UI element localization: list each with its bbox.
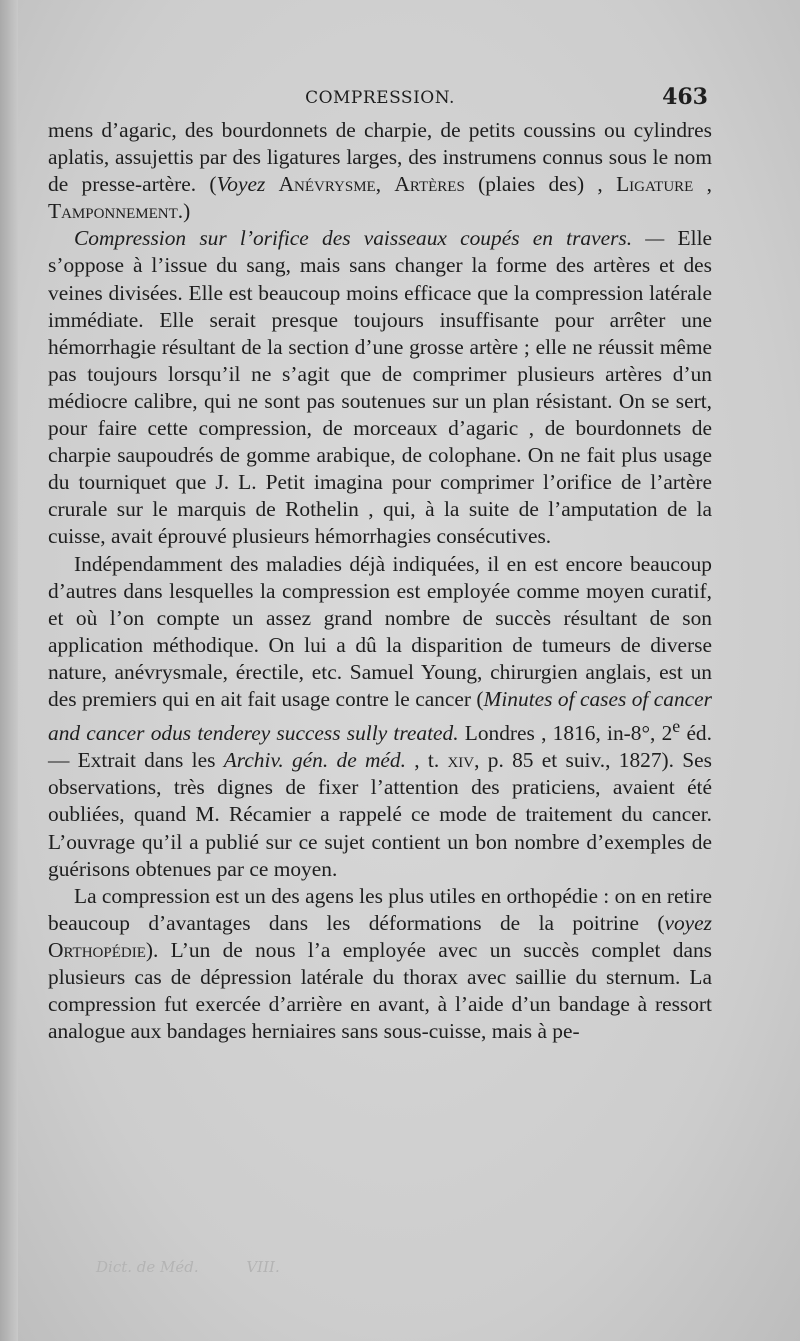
book-title-young: Minutes of cases of cancer and cancer odus tenderey success sully treated. — [48, 686, 712, 746]
journal-title: Archiv. gén. de méd. — [223, 748, 406, 773]
paragraph-2 — [48, 225, 712, 550]
paragraph-1: mens d’agaric, des bourdonnets de charpie, de petits coussins ou cylindres aplatis, assujettis par des ligatures larges, des instrumens connus sous le nom de presse-artère. (Voyez Anévrysme, Artères (plaies des) , Ligature , Tamponnement.) — [48, 118, 712, 224]
cross-ref-tamponnement: Tamponnement. — [48, 199, 184, 224]
p3-text: Indépendamment des maladies déjà indiquées, il en est encore beaucoup d’autres dans lesquelles la compression est employée comme moyen curatif, et où l’on compte un assez grand nombre de succès résultant de son application méthodique. On lui a dû la disparition de tumeurs de diverse nature, anévrysmale, érectile, etc. Samuel Young, chirurgien anglais, est un des premiers qui en ait fait usage contre le cancer ( — [48, 551, 712, 711]
cross-ref-anevrysme: Anévrysme — [278, 172, 376, 197]
paragraph-3: Indépendamment des maladies déjà indiquées, il en est encore beaucoup d’autres dans lesquelles la compression est employée comme moyen curatif, et où l’on compte un assez grand nombre de succès résultant de son application méthodique. On lui a dû la disparition de tumeurs de diverse nature, anévrysmale, érectile, etc. Samuel Young, chirurgien anglais, est un des premiers qui en ait fait usage contre le cancer (Minutes of cases of cancer and cancer odus tenderey success sully treated. Londres , 1816, in-8°, 2e éd. — Extrait dans les Archiv. gén. de méd. , t. xiv, p. 85 et suiv., 1827). Ses observations, très dignes de fixer l’attention des praticiens, avaient été oubliées, quand M. Récamier a rappelé ce mode de traitement du cancer. L’ouvrage qu’il a publié sur ce sujet contient un bon nombre d’exemples de guérisons obtenues par ce moyen. — [48, 551, 712, 881]
page-number: 463 — [662, 84, 708, 110]
p2-text: Elle s’oppose à l’issue du sang, mais sans changer la forme des artères et des veines divisées. Elle est beaucoup moins efficace que la compression latérale immédiate. Elle serait presque toujours insuffisante pour arrêter une hémorrhagie résultant de la section d’une grosse artère ; elle ne réussit même pas toujours lorsqu’il ne s’agit que de comprimer plusieurs artères d’un médiocre calibre, qui ne sont pas soutenues sur un plan résistant. On se sert, pour faire cette compression, de morceaux d’agaric , de bourdonnets de charpie saupoudrés de gomme arabique, de colophane. On ne fait plus usage du tourniquet que J. L. Petit imagina pour comprimer l’orifice de l’artère crurale sur le marquis de Rothelin , qui, à la suite de l’amputation de la cuisse, avait éprouvé plusieurs hémorrhagies consécutives. — [48, 226, 713, 549]
cross-ref-arteres: Artères — [394, 172, 465, 197]
cross-ref-orthopedie: Orthopédie — [48, 937, 146, 962]
page-gutter — [0, 0, 18, 1341]
cross-ref-ligature: Ligature — [616, 172, 694, 197]
signature-mark — [96, 1258, 396, 1276]
voyez-ref: Voyez — [216, 172, 266, 197]
p1-text: mens d’agaric, des bourdonnets de charpie, de petits coussins ou cylindres aplatis, assujettis par des ligatures larges, des instrumens connus sous le nom de presse-artère. ( — [48, 118, 712, 197]
voyez-ref: voyez — [664, 910, 712, 935]
signature-volume: VIII. — [246, 1258, 280, 1276]
volume-number: xiv — [447, 748, 475, 773]
page-header — [48, 84, 712, 114]
edition-superscript: e — [672, 716, 681, 737]
section-heading: Compression sur l’orifice des vaisseaux coupés en travers. — — [74, 226, 665, 251]
running-title: COMPRESSION. — [305, 88, 455, 108]
p4-text: La compression est un des agens les plus utiles en orthopédie : on en retire beaucoup d’avantages dans les déformations de la poitrine ( — [48, 883, 712, 935]
page-body — [48, 117, 712, 1045]
signature-text: Dict. de Méd. — [96, 1258, 199, 1276]
paragraph-4: La compression est un des agens les plus utiles en orthopédie : on en retire beaucoup d’avantages dans les déformations de la poitrine (voyez Orthopédie). L’un de nous l’a employée avec un succès complet dans plusieurs cas de dépression latérale du thorax avec saillie du sternum. La compression fut exercée d’arrière en avant, à l’aide d’un bandage à ressort analogue aux bandages herniaires sans sous-cuisse, mais à pe- — [48, 883, 712, 1044]
